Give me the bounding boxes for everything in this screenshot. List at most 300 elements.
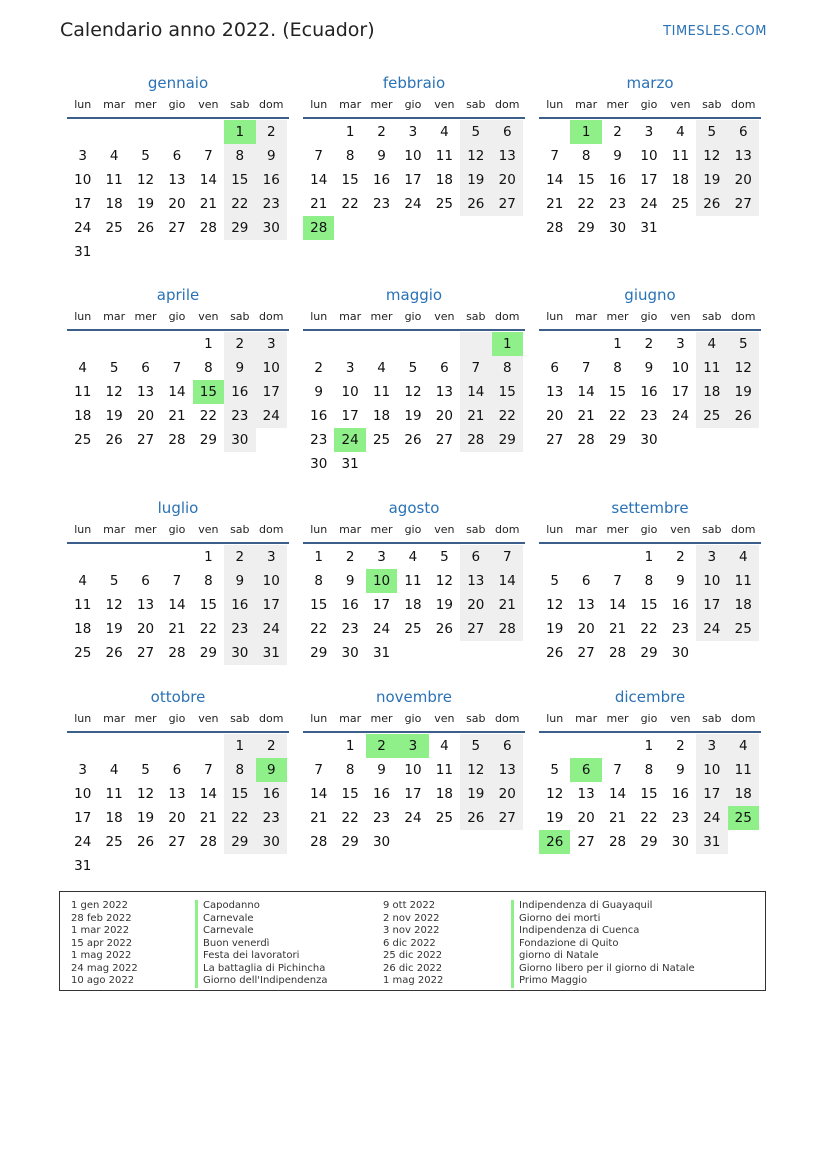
day-cell[interactable]: 13 [546,384,564,400]
day-cell[interactable]: 22 [199,408,217,424]
day-cell[interactable]: 28 [168,645,186,661]
day-cell[interactable]: 14 [199,172,217,188]
day-cell[interactable]: 23 [341,621,359,637]
day-cell[interactable]: 30 [224,641,255,665]
day-cell[interactable]: 18 [105,196,123,212]
day-cell[interactable]: 13 [136,384,155,400]
day-cell[interactable]: 10 [640,148,658,164]
day-cell[interactable]: 23 [256,806,287,830]
day-cell[interactable]: 6 [460,545,491,569]
day-cell[interactable]: 21 [608,621,627,637]
day-cell[interactable]: 3 [676,336,685,352]
day-cell[interactable]: 10 [256,569,287,593]
day-cell[interactable]: 10 [696,758,727,782]
day-cell[interactable]: 12 [728,356,759,380]
day-cell[interactable]: 4 [696,332,727,356]
day-cell[interactable]: 23 [224,617,255,641]
holiday-day[interactable]: 26 [539,830,570,854]
day-cell[interactable]: 5 [696,120,727,144]
day-cell[interactable]: 7 [314,148,323,164]
day-cell[interactable]: 24 [256,404,287,428]
day-cell[interactable]: 13 [492,758,523,782]
day-cell[interactable]: 28 [546,220,564,236]
day-cell[interactable]: 26 [136,220,155,236]
day-cell[interactable]: 11 [74,384,92,400]
day-cell[interactable]: 6 [581,573,591,589]
day-cell[interactable]: 14 [608,786,627,802]
day-cell[interactable]: 8 [613,360,622,376]
day-cell[interactable]: 24 [671,408,689,424]
day-cell[interactable]: 12 [105,597,123,613]
day-cell[interactable]: 16 [256,168,287,192]
holiday-day[interactable]: 1 [570,120,601,144]
day-cell[interactable]: 13 [577,597,595,613]
day-cell[interactable]: 26 [460,806,491,830]
day-cell[interactable]: 6 [141,573,150,589]
day-cell[interactable]: 19 [105,621,123,637]
day-cell[interactable]: 8 [644,573,654,589]
day-cell[interactable]: 5 [460,120,491,144]
day-cell[interactable]: 3 [256,545,287,569]
day-cell[interactable]: 26 [728,404,759,428]
day-cell[interactable]: 24 [256,617,287,641]
day-cell[interactable]: 16 [608,172,627,188]
day-cell[interactable]: 1 [644,738,654,754]
holiday-day[interactable]: 9 [256,758,287,782]
day-cell[interactable]: 27 [728,192,759,216]
day-cell[interactable]: 18 [728,782,759,806]
day-cell[interactable]: 17 [341,408,359,424]
day-cell[interactable]: 22 [341,810,359,826]
day-cell[interactable]: 16 [671,786,689,802]
day-cell[interactable]: 7 [613,573,622,589]
day-cell[interactable]: 30 [310,456,328,472]
day-cell[interactable]: 6 [492,120,523,144]
holiday-day[interactable]: 24 [334,428,365,452]
day-cell[interactable]: 27 [577,645,595,661]
day-cell[interactable]: 31 [74,244,92,260]
day-cell[interactable]: 6 [141,360,150,376]
day-cell[interactable]: 11 [105,172,123,188]
day-cell[interactable]: 5 [109,360,119,376]
day-cell[interactable]: 9 [377,148,386,164]
day-cell[interactable]: 8 [204,573,213,589]
day-cell[interactable]: 17 [696,593,727,617]
day-cell[interactable]: 23 [256,192,287,216]
day-cell[interactable]: 29 [199,432,217,448]
day-cell[interactable]: 31 [256,641,287,665]
day-cell[interactable]: 2 [676,738,685,754]
day-cell[interactable]: 20 [136,621,155,637]
day-cell[interactable]: 1 [345,124,355,140]
day-cell[interactable]: 18 [435,786,453,802]
day-cell[interactable]: 31 [696,830,727,854]
day-cell[interactable]: 12 [460,144,491,168]
day-cell[interactable]: 13 [492,144,523,168]
day-cell[interactable]: 3 [408,124,418,140]
day-cell[interactable]: 23 [671,810,689,826]
day-cell[interactable]: 10 [696,569,727,593]
day-cell[interactable]: 23 [608,196,627,212]
day-cell[interactable]: 7 [581,360,591,376]
day-cell[interactable]: 25 [435,196,453,212]
day-cell[interactable]: 2 [314,360,323,376]
day-cell[interactable]: 14 [577,384,595,400]
day-cell[interactable]: 12 [105,384,123,400]
day-cell[interactable]: 7 [204,762,213,778]
day-cell[interactable]: 29 [492,428,523,452]
day-cell[interactable]: 6 [550,360,559,376]
day-cell[interactable]: 15 [310,597,328,613]
day-cell[interactable]: 18 [372,408,391,424]
holiday-day[interactable]: 1 [492,332,523,356]
day-cell[interactable]: 6 [172,148,182,164]
day-cell[interactable]: 22 [640,621,658,637]
day-cell[interactable]: 28 [199,834,217,850]
day-cell[interactable]: 25 [671,196,689,212]
day-cell[interactable]: 29 [640,834,658,850]
day-cell[interactable]: 16 [671,597,689,613]
day-cell[interactable]: 4 [377,360,386,376]
day-cell[interactable]: 26 [546,645,564,661]
day-cell[interactable]: 25 [435,810,453,826]
day-cell[interactable]: 3 [78,148,87,164]
day-cell[interactable]: 12 [435,573,453,589]
day-cell[interactable]: 1 [613,336,622,352]
day-cell[interactable]: 17 [74,810,92,826]
day-cell[interactable]: 30 [372,834,391,850]
day-cell[interactable]: 6 [492,734,523,758]
day-cell[interactable]: 11 [671,148,689,164]
day-cell[interactable]: 11 [404,573,422,589]
day-cell[interactable]: 8 [224,144,255,168]
day-cell[interactable]: 31 [372,645,391,661]
day-cell[interactable]: 5 [460,734,491,758]
day-cell[interactable]: 21 [168,621,186,637]
day-cell[interactable]: 16 [640,384,658,400]
day-cell[interactable]: 11 [74,597,92,613]
day-cell[interactable]: 12 [136,172,155,188]
day-cell[interactable]: 2 [377,124,386,140]
day-cell[interactable]: 23 [640,408,658,424]
day-cell[interactable]: 30 [640,432,658,448]
day-cell[interactable]: 28 [577,432,595,448]
day-cell[interactable]: 8 [492,356,523,380]
day-cell[interactable]: 10 [74,786,92,802]
day-cell[interactable]: 18 [74,621,92,637]
day-cell[interactable]: 20 [577,810,595,826]
day-cell[interactable]: 21 [577,408,595,424]
day-cell[interactable]: 5 [141,762,150,778]
day-cell[interactable]: 16 [341,597,359,613]
day-cell[interactable]: 28 [608,834,627,850]
day-cell[interactable]: 9 [644,360,654,376]
day-cell[interactable]: 31 [640,220,658,236]
day-cell[interactable]: 13 [168,786,186,802]
day-cell[interactable]: 26 [105,432,123,448]
day-cell[interactable]: 21 [168,408,186,424]
day-cell[interactable]: 15 [199,597,217,613]
day-cell[interactable]: 4 [728,545,759,569]
day-cell[interactable]: 6 [172,762,182,778]
day-cell[interactable]: 17 [404,786,422,802]
day-cell[interactable]: 11 [728,758,759,782]
day-cell[interactable]: 30 [256,830,287,854]
day-cell[interactable]: 27 [546,432,564,448]
day-cell[interactable]: 1 [644,549,654,565]
day-cell[interactable]: 20 [728,168,759,192]
day-cell[interactable]: 5 [109,573,119,589]
day-cell[interactable]: 27 [168,834,186,850]
day-cell[interactable]: 29 [224,216,255,240]
day-cell[interactable]: 27 [168,220,186,236]
day-cell[interactable]: 25 [105,834,123,850]
day-cell[interactable]: 18 [435,172,453,188]
day-cell[interactable]: 13 [460,569,491,593]
day-cell[interactable]: 1 [345,738,355,754]
day-cell[interactable]: 16 [372,786,391,802]
day-cell[interactable]: 14 [608,597,627,613]
day-cell[interactable]: 15 [224,168,255,192]
day-cell[interactable]: 7 [204,148,213,164]
day-cell[interactable]: 12 [546,786,564,802]
day-cell[interactable]: 17 [256,380,287,404]
day-cell[interactable]: 7 [550,148,559,164]
day-cell[interactable]: 4 [78,360,87,376]
holiday-day[interactable]: 15 [193,380,224,404]
day-cell[interactable]: 10 [404,762,422,778]
day-cell[interactable]: 20 [492,168,523,192]
brand-logo[interactable]: TIMESLES.COM [663,24,767,39]
day-cell[interactable]: 23 [372,810,391,826]
day-cell[interactable]: 2 [256,120,287,144]
day-cell[interactable]: 12 [546,597,564,613]
day-cell[interactable]: 30 [256,216,287,240]
day-cell[interactable]: 15 [492,380,523,404]
day-cell[interactable]: 2 [613,124,622,140]
day-cell[interactable]: 19 [136,810,155,826]
day-cell[interactable]: 19 [136,196,155,212]
day-cell[interactable]: 3 [345,360,355,376]
day-cell[interactable]: 26 [435,621,453,637]
day-cell[interactable]: 2 [224,332,255,356]
day-cell[interactable]: 8 [644,762,654,778]
day-cell[interactable]: 19 [728,380,759,404]
day-cell[interactable]: 7 [492,545,523,569]
day-cell[interactable]: 22 [199,621,217,637]
day-cell[interactable]: 14 [310,786,328,802]
day-cell[interactable]: 4 [676,124,685,140]
day-cell[interactable]: 14 [546,172,564,188]
day-cell[interactable]: 5 [408,360,418,376]
day-cell[interactable]: 22 [492,404,523,428]
day-cell[interactable]: 30 [224,428,255,452]
day-cell[interactable]: 1 [314,549,323,565]
day-cell[interactable]: 23 [224,404,255,428]
day-cell[interactable]: 17 [696,782,727,806]
day-cell[interactable]: 10 [341,384,359,400]
day-cell[interactable]: 21 [310,196,328,212]
day-cell[interactable]: 2 [345,549,355,565]
day-cell[interactable]: 4 [408,549,418,565]
day-cell[interactable]: 29 [310,645,328,661]
day-cell[interactable]: 4 [728,734,759,758]
day-cell[interactable]: 19 [546,621,564,637]
day-cell[interactable]: 30 [671,645,689,661]
day-cell[interactable]: 3 [644,124,654,140]
day-cell[interactable]: 31 [74,858,92,874]
day-cell[interactable]: 26 [404,432,422,448]
day-cell[interactable]: 16 [372,172,391,188]
day-cell[interactable]: 22 [640,810,658,826]
day-cell[interactable]: 24 [74,220,92,236]
day-cell[interactable]: 14 [199,786,217,802]
day-cell[interactable]: 20 [460,593,491,617]
day-cell[interactable]: 7 [314,762,323,778]
day-cell[interactable]: 12 [136,786,155,802]
day-cell[interactable]: 11 [435,762,453,778]
day-cell[interactable]: 7 [172,573,182,589]
day-cell[interactable]: 12 [696,144,727,168]
day-cell[interactable]: 9 [224,569,255,593]
day-cell[interactable]: 15 [640,786,658,802]
day-cell[interactable]: 20 [168,810,186,826]
day-cell[interactable]: 18 [671,172,689,188]
day-cell[interactable]: 3 [696,734,727,758]
day-cell[interactable]: 13 [577,786,595,802]
day-cell[interactable]: 3 [377,549,386,565]
day-cell[interactable]: 9 [224,356,255,380]
day-cell[interactable]: 6 [728,120,759,144]
day-cell[interactable]: 22 [577,196,595,212]
day-cell[interactable]: 27 [492,192,523,216]
day-cell[interactable]: 16 [224,593,255,617]
day-cell[interactable]: 10 [404,148,422,164]
holiday-day[interactable]: 10 [366,569,397,593]
day-cell[interactable]: 22 [608,408,627,424]
day-cell[interactable]: 9 [345,573,355,589]
day-cell[interactable]: 25 [74,432,92,448]
day-cell[interactable]: 15 [640,597,658,613]
day-cell[interactable]: 23 [671,621,689,637]
day-cell[interactable]: 21 [546,196,564,212]
day-cell[interactable]: 8 [204,360,213,376]
day-cell[interactable]: 27 [136,432,155,448]
day-cell[interactable]: 21 [608,810,627,826]
day-cell[interactable]: 10 [671,360,689,376]
day-cell[interactable]: 5 [550,573,559,589]
day-cell[interactable]: 7 [460,356,491,380]
day-cell[interactable]: 26 [105,645,123,661]
day-cell[interactable]: 1 [204,549,213,565]
day-cell[interactable]: 30 [608,220,627,236]
day-cell[interactable]: 24 [640,196,658,212]
day-cell[interactable]: 20 [492,782,523,806]
day-cell[interactable]: 30 [341,645,359,661]
day-cell[interactable]: 15 [341,172,359,188]
day-cell[interactable]: 16 [256,782,287,806]
holiday-day[interactable]: 28 [303,216,334,240]
day-cell[interactable]: 16 [224,380,255,404]
day-cell[interactable]: 24 [404,196,422,212]
day-cell[interactable]: 5 [440,549,449,565]
day-cell[interactable]: 11 [372,384,391,400]
day-cell[interactable]: 18 [404,597,422,613]
day-cell[interactable]: 4 [109,762,119,778]
day-cell[interactable]: 17 [74,196,92,212]
day-cell[interactable]: 19 [404,408,422,424]
day-cell[interactable]: 28 [608,645,627,661]
day-cell[interactable]: 26 [696,192,727,216]
day-cell[interactable]: 4 [78,573,87,589]
day-cell[interactable]: 9 [314,384,323,400]
day-cell[interactable]: 15 [224,782,255,806]
day-cell[interactable]: 29 [341,834,359,850]
day-cell[interactable]: 21 [199,810,217,826]
day-cell[interactable]: 4 [440,738,449,754]
day-cell[interactable]: 17 [640,172,658,188]
day-cell[interactable]: 15 [608,384,627,400]
day-cell[interactable]: 9 [676,573,685,589]
day-cell[interactable]: 29 [199,645,217,661]
day-cell[interactable]: 21 [492,593,523,617]
day-cell[interactable]: 29 [224,830,255,854]
day-cell[interactable]: 11 [105,786,123,802]
day-cell[interactable]: 29 [608,432,627,448]
day-cell[interactable]: 29 [640,645,658,661]
day-cell[interactable]: 30 [671,834,689,850]
day-cell[interactable]: 25 [696,404,727,428]
day-cell[interactable]: 19 [546,810,564,826]
day-cell[interactable]: 1 [204,336,213,352]
day-cell[interactable]: 24 [696,617,727,641]
day-cell[interactable]: 17 [671,384,689,400]
day-cell[interactable]: 23 [310,432,328,448]
day-cell[interactable]: 22 [224,192,255,216]
day-cell[interactable]: 25 [404,621,422,637]
holiday-day[interactable]: 6 [570,758,601,782]
day-cell[interactable]: 3 [256,332,287,356]
day-cell[interactable]: 27 [435,432,453,448]
day-cell[interactable]: 12 [404,384,422,400]
day-cell[interactable]: 8 [314,573,323,589]
day-cell[interactable]: 4 [440,124,449,140]
day-cell[interactable]: 9 [377,762,386,778]
day-cell[interactable]: 8 [345,148,355,164]
day-cell[interactable]: 18 [105,810,123,826]
day-cell[interactable]: 15 [577,172,595,188]
day-cell[interactable]: 28 [199,220,217,236]
day-cell[interactable]: 25 [105,220,123,236]
day-cell[interactable]: 13 [136,597,155,613]
day-cell[interactable]: 2 [676,549,685,565]
day-cell[interactable]: 16 [310,408,328,424]
day-cell[interactable]: 6 [440,360,449,376]
day-cell[interactable]: 21 [460,404,491,428]
day-cell[interactable]: 12 [460,758,491,782]
holiday-day[interactable]: 1 [224,120,255,144]
day-cell[interactable]: 29 [577,220,595,236]
day-cell[interactable]: 5 [728,332,759,356]
day-cell[interactable]: 8 [581,148,591,164]
day-cell[interactable]: 24 [372,621,391,637]
day-cell[interactable]: 19 [105,408,123,424]
day-cell[interactable]: 14 [168,384,186,400]
day-cell[interactable]: 7 [172,360,182,376]
day-cell[interactable]: 17 [372,597,391,613]
day-cell[interactable]: 13 [168,172,186,188]
day-cell[interactable]: 14 [168,597,186,613]
